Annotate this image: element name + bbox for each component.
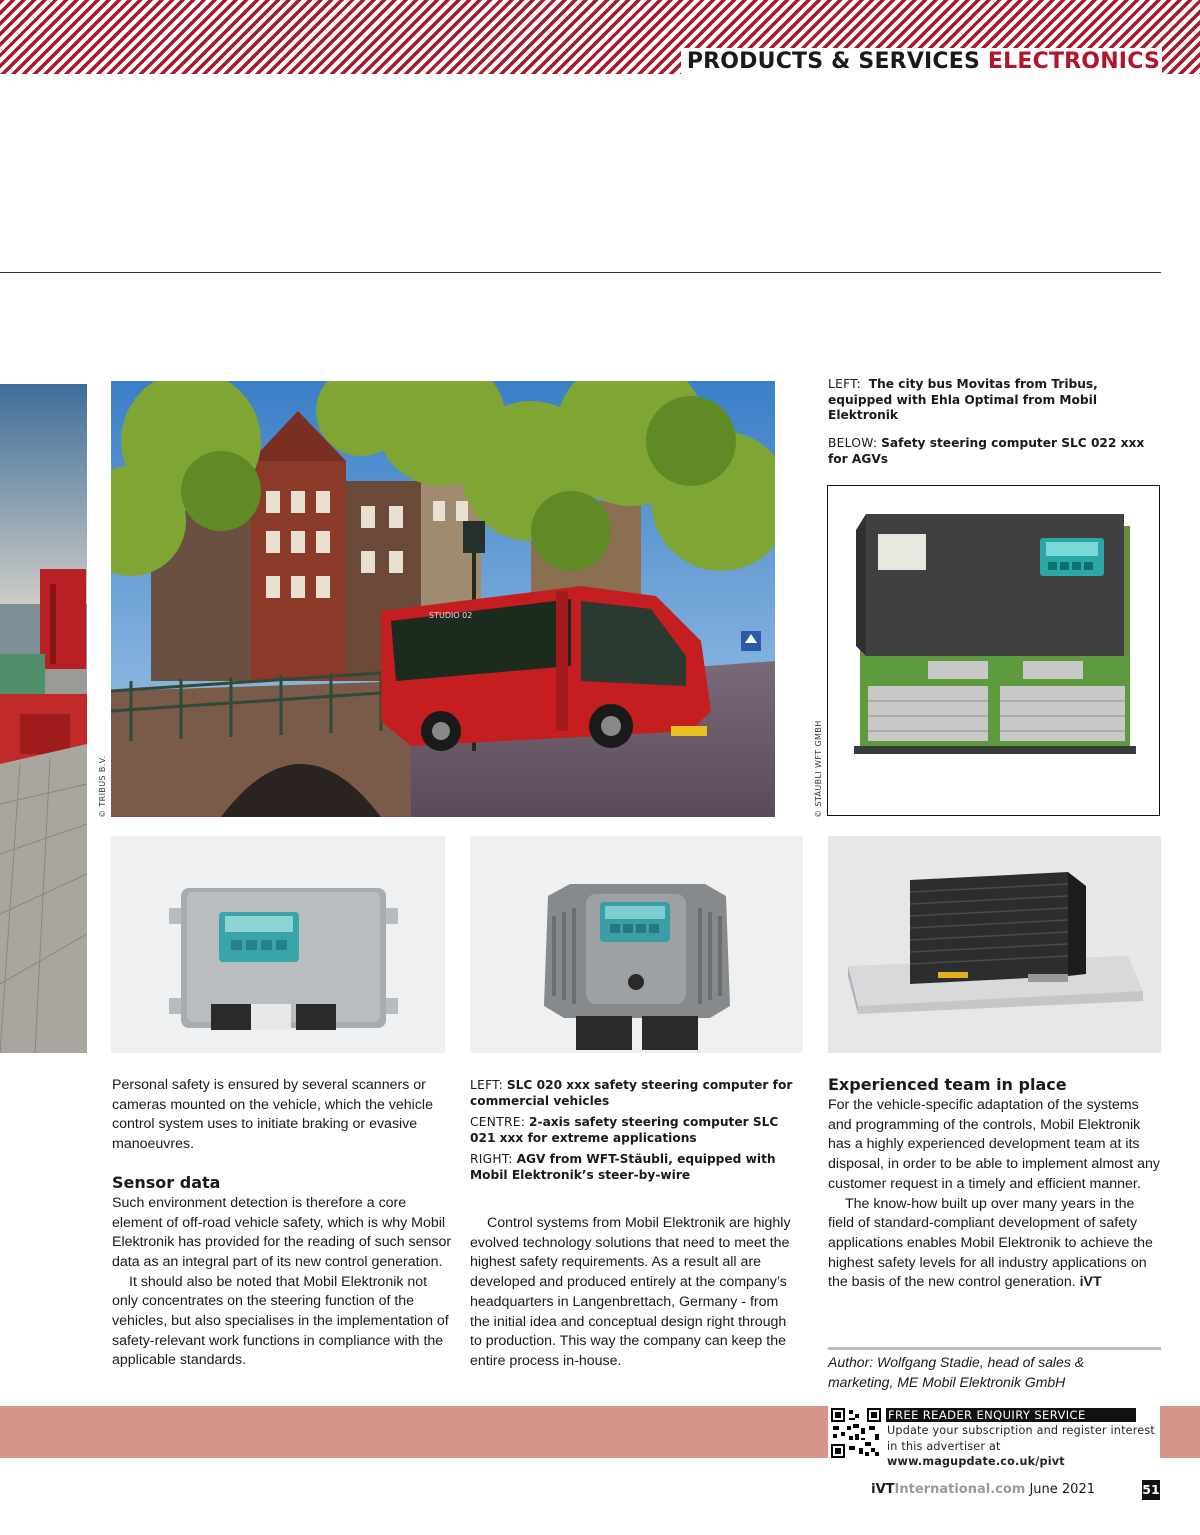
qr-code-icon[interactable] xyxy=(831,1408,881,1458)
ivt-sign: iVT xyxy=(1079,1274,1102,1291)
enquiry-link[interactable]: www.magupdate.co.uk/pivt xyxy=(887,1455,1065,1468)
footer-site: International.com xyxy=(894,1482,1026,1497)
subsection-name: ELECTRONICS xyxy=(987,49,1160,74)
column-3 xyxy=(828,1074,1160,1293)
caption-text: SLC 020 xxx safety steering computer for commercial vehicles xyxy=(470,1078,793,1108)
staubli-credit: © STÄUBLI WFT GMBH xyxy=(814,720,823,818)
col1-paragraph-3: It should also be noted that Mobil Elektronik not only concentrates on the steering function of the vehicles, but also specialises in the implementation of safety-relevant work functions in compliance with the applicable standards. xyxy=(112,1273,449,1369)
page-number: 51 xyxy=(1142,1480,1160,1500)
col3-paragraph-1: For the vehicle-specific adaptation of the systems and programming of the controls, Mobil Elektronik has a highly experienced development team at its disposal, in order to be able to implement almost any customer request in a timely and efficient manner. xyxy=(828,1097,1161,1192)
caption-text: Safety steering computer SLC 022 xxx for AGVs xyxy=(828,436,1145,466)
col3-paragraph-2 xyxy=(828,1195,1160,1294)
section-header xyxy=(681,48,1162,74)
footer-brand: iVT xyxy=(871,1482,895,1497)
caption-slc022 xyxy=(828,436,1148,467)
col1-paragraph-2: Such environment detection is therefore a core element of off-road vehicle safety, which is why Mobil Elektronik has provided for the reading of such sensor data as an integral part of its new control generation. xyxy=(112,1194,452,1270)
caption-slc020 xyxy=(470,1078,795,1109)
enquiry-title: FREE READER ENQUIRY SERVICE xyxy=(886,1408,1136,1422)
page-footer xyxy=(871,1480,1095,1500)
caption-tag: LEFT: xyxy=(828,377,861,391)
harbour-photo xyxy=(0,384,87,1053)
caption-text: AGV from WFT-Stäubli, equipped with Mobil Elektronik’s steer-by-wire xyxy=(470,1152,776,1182)
slc021-image xyxy=(470,836,803,1053)
caption-tag: RIGHT: xyxy=(470,1152,513,1166)
slc022-image-frame xyxy=(827,485,1160,816)
caption-slc021 xyxy=(470,1115,795,1146)
column-1 xyxy=(112,1076,452,1371)
caption-text: The city bus Movitas from Tribus, equipped with Ehla Optimal from Mobil Elektronik xyxy=(828,377,1098,422)
author-rule xyxy=(828,1347,1161,1350)
enquiry-description: Update your subscription and register interest in this advertiser at xyxy=(887,1424,1156,1453)
bus-sign-text: STUDIO 02 xyxy=(429,611,473,620)
section-name: PRODUCTS & SERVICES xyxy=(686,49,981,74)
slc020-image xyxy=(111,836,445,1053)
caption-agv xyxy=(470,1152,795,1183)
author-credit: Author: Wolfgang Stadie, head of sales & marketing, ME Mobil Elektronik GmbH xyxy=(828,1354,1085,1390)
caption-tag: BELOW: xyxy=(828,436,878,450)
col1-paragraph-1: Personal safety is ensured by several scanners or cameras mounted on the vehicle, which the vehicle control system uses to initiate braking or evasive manoeuvres. xyxy=(112,1077,433,1153)
caption-tag: LEFT: xyxy=(470,1078,503,1092)
col2-paragraph-1: Control systems from Mobil Elektronik are highly evolved technology solutions that need to meet the highest safety requirements. As a result all are developed and produced entirely at the company’s headquarters in Langenbrettach, Germany - from the initial idea and conceptual design right through to production. This way the company can keep the entire process in-house. xyxy=(470,1215,791,1369)
caption-bus xyxy=(828,377,1148,424)
tribus-credit: © TRIBUS B.V. xyxy=(98,755,107,818)
col3-paragraph-2-text: The know-how built up over many years in the field of standard-compliant development of safety applications enables Mobil Elektronik to achieve the highest safety levels for all industry applications on the basis of the new control generation. xyxy=(828,1195,1153,1291)
caption-tag: CENTRE: xyxy=(470,1115,526,1129)
sensor-data-heading: Sensor data xyxy=(112,1172,221,1192)
footer-date: June 2021 xyxy=(1029,1482,1095,1497)
experienced-team-heading: Experienced team in place xyxy=(828,1075,1067,1094)
horizontal-rule xyxy=(0,272,1161,273)
caption-text: 2-axis safety steering computer SLC 021 xxx for extreme applications xyxy=(470,1115,779,1145)
city-bus-photo xyxy=(111,381,775,817)
agv-image xyxy=(828,836,1161,1053)
enquiry-text xyxy=(887,1423,1159,1470)
red-bus xyxy=(381,586,711,751)
column-2 xyxy=(470,1214,795,1372)
